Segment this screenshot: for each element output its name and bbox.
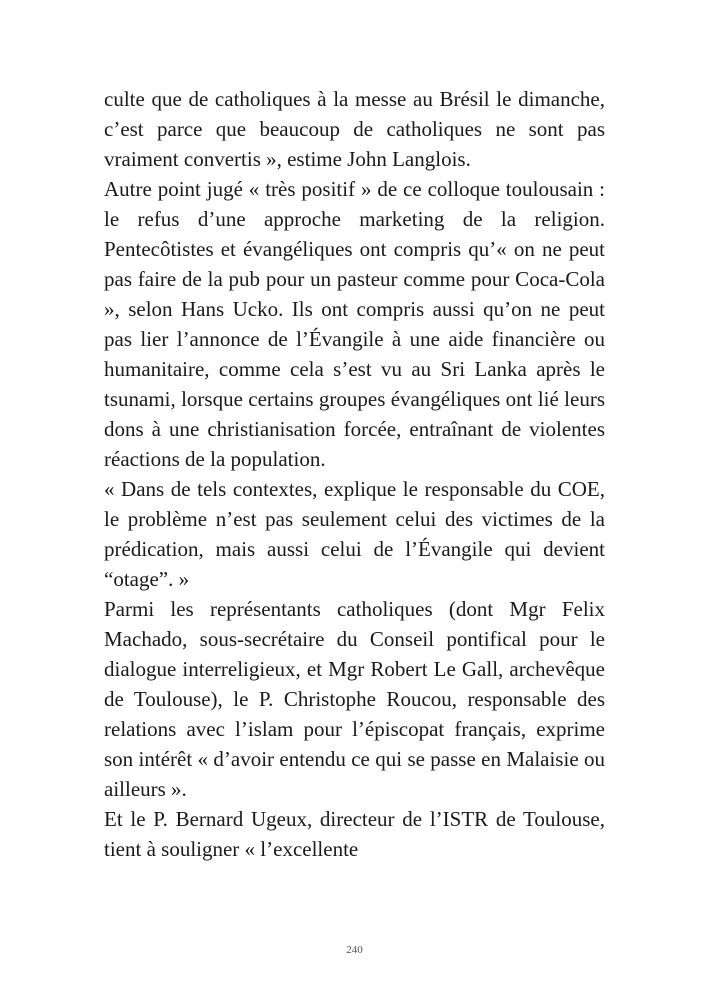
- body-text: [104, 84, 605, 864]
- paragraph-1: culte que de catholiques à la messe au Brésil le dimanche, c’est parce que beaucoup de catholiques ne sont pas vraiment convertis », estime John Langlois.: [104, 87, 605, 171]
- paragraph-2: Autre point jugé « très positif » de ce colloque toulousain : le refus d’une approche marketing de la religion. Pentecôtistes et évangéliques ont compris qu’« on ne peut pas faire de la pub pour un pasteur comme pour Coca-Cola », selon Hans Ucko. Ils ont compris aussi qu’on ne peut pas lier l’annonce de l’Évangile à une aide financière ou humanitaire, comme cela s’est vu au Sri Lanka après le tsunami, lorsque certains groupes évangéliques ont lié leurs dons à une christianisation forcée, entraînant de violentes réactions de la population.: [104, 177, 605, 471]
- page-number: 240: [346, 944, 363, 956]
- paragraph-5: Et le P. Bernard Ugeux, directeur de l’ISTR de Toulouse, tient à souligner « l’excellente: [104, 807, 605, 861]
- paragraph-4: Parmi les représentants catholiques (dont Mgr Felix Machado, sous-secrétaire du Conseil pontifical pour le dialogue interreligieux, et Mgr Robert Le Gall, archevêque de Toulouse), le P. Christophe Roucou, responsable des relations avec l’islam pour l’épiscopat français, exprime son intérêt « d’avoir entendu ce qui se passe en Malaisie ou ailleurs ».: [104, 597, 605, 801]
- paragraph-3: « Dans de tels contextes, explique le responsable du COE, le problème n’est pas seulement celui des victimes de la prédication, mais aussi celui de l’Évangile qui devient “otage”. »: [104, 477, 605, 591]
